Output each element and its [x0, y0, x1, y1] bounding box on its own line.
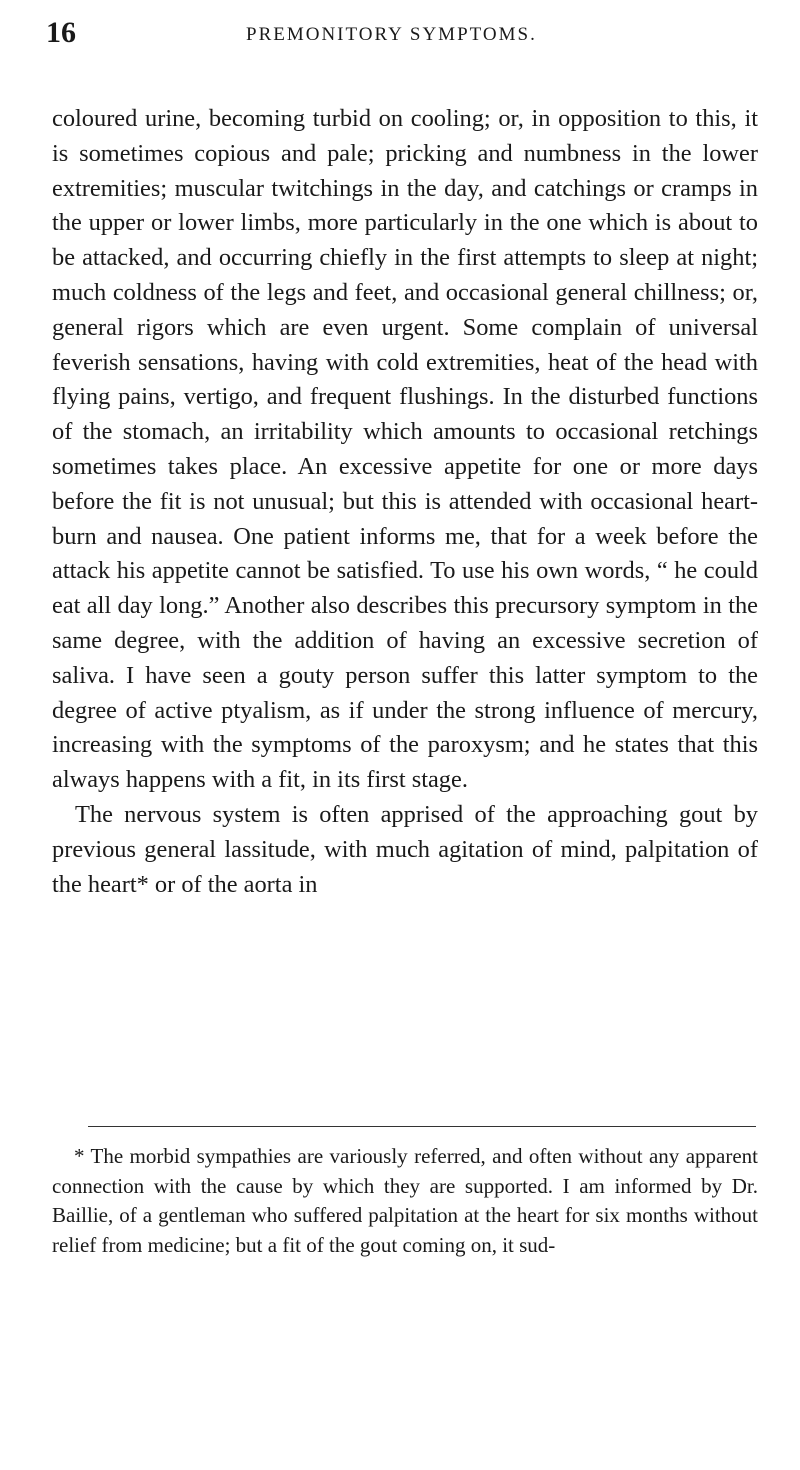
- page-number: 16: [46, 16, 76, 49]
- body-text: [52, 102, 758, 902]
- running-head: PREMONITORY SYMPTOMS.: [246, 24, 537, 45]
- page-header: [0, 14, 800, 64]
- footnote: * The morbid sympathies are variously referred, and often without any apparent connection with the cause by which they are supported. I am informed by Dr. Baillie, of a gentleman who suffered palpitation at the heart for six months without relief from medicine; but a fit of the gout coming on, it sud-: [52, 1144, 758, 1257]
- footnote-divider: [88, 1126, 756, 1127]
- paragraph-2: The nervous system is often apprised of the approaching gout by previous general lassitude, with much agitation of mind, palpitation of the heart* or of the aorta in: [52, 800, 758, 898]
- paragraph-1: coloured urine, becoming turbid on cooling; or, in opposition to this, it is sometimes copious and pale; pricking and numbness in the lower extremities; muscular twitchings in the day, and catchings or cramps in the upper or lower limbs, more particularly in the one which is about to be attacked, and occurring chiefly in the first attempts to sleep at night; much coldness of the legs and feet, and occasional general chillness; or, general rigors which are even urgent. Some complain of universal feverish sensations, having with cold extremities, heat of the head with flying pains, vertigo, and frequent flushings. In the disturbed functions of the stomach, an irritability which amounts to occasional retchings sometimes takes place. An excessive appetite for one or more days before the fit is not unusual; but this is attended with occasional heart-burn and nausea. One patient informs me, that for a week before the attack his appetite cannot be satisfied. To use his own words, “ he could eat all day long.” Another also describes this precursory symptom in the same degree, with the addition of having an excessive secretion of saliva. I have seen a gouty person suffer this latter symptom to the degree of active ptyalism, as if under the strong influence of mercury, increasing with the symptoms of the paroxysm; and he states that this always happens with a fit, in its first stage.: [52, 105, 758, 794]
